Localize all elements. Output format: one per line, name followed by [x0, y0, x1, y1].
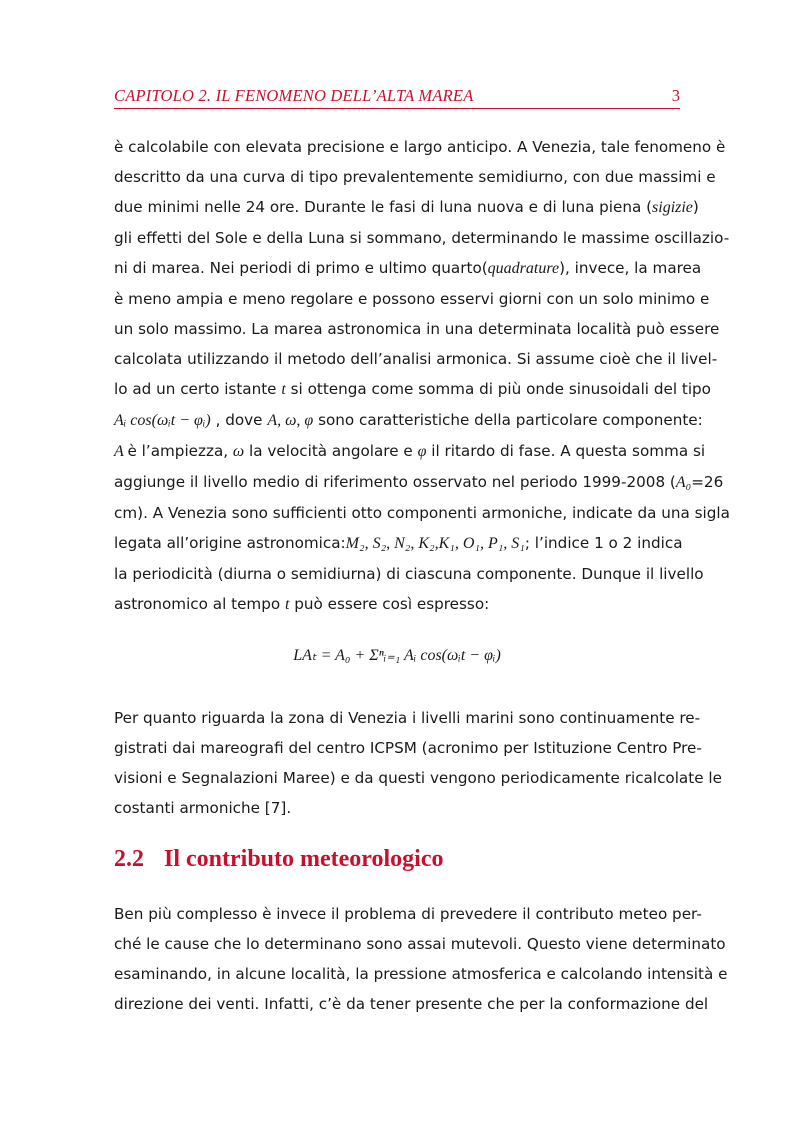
text-line: descritto da una curva di tipo prevalentemente semidiurno, con due massimi e — [114, 168, 716, 186]
running-header — [114, 86, 680, 109]
text-line: ché le cause che lo determinano sono assai mutevoli. Questo viene determinato — [114, 935, 726, 953]
text-line: un solo massimo. La marea astronomica in una determinata località può essere — [114, 320, 720, 338]
text-line: la periodicità (diurna o semidiurna) di ciascuna componente. Dunque il livello — [114, 565, 704, 583]
section-number: 2.2 — [114, 846, 144, 872]
text-line: aggiunge il livello medio di riferimento osservato nel periodo 1999-2008 (A₀=26 — [114, 473, 724, 491]
page-number: 3 — [671, 86, 680, 105]
text-line: gli effetti del Sole e della Luna si sommano, determinando le massime oscillazio- — [114, 229, 730, 247]
chapter-title: CAPITOLO 2. IL FENOMENO DELL’ALTA MAREA — [114, 86, 474, 105]
text-line: astronomico al tempo t può essere così espresso: — [114, 595, 490, 613]
component-list: M₂, S₂, N₂, K₂,K₁, O₁, P₁, S₁ — [345, 535, 525, 552]
paragraph-2 — [114, 703, 722, 823]
text-line: Ben più complesso è invece il problema di prevedere il contributo meteo per- — [114, 905, 702, 923]
text-line: A è l’ampiezza, ω la velocità angolare e φ il ritardo di fase. A questa somma si — [114, 442, 706, 460]
section-heading — [114, 846, 444, 873]
text-line: cm). A Venezia sono sufficienti otto componenti armoniche, indicate da una sigla — [114, 504, 730, 522]
text-line: è calcolabile con elevata precisione e largo anticipo. A Venezia, tale fenomeno è — [114, 138, 726, 156]
text-line: lo ad un certo istante t si ottenga come somma di più onde sinusoidali del tipo — [114, 380, 711, 398]
text-line: visioni e Segnalazioni Maree) e da questi vengono periodicamente ricalcolate le — [114, 769, 722, 787]
term-sigizie: sigizie — [652, 199, 693, 216]
text-line: Per quanto riguarda la zona di Venezia i livelli marini sono continuamente re- — [114, 709, 701, 727]
paragraph-1 — [114, 132, 730, 620]
text-line: direzione dei venti. Infatti, c’è da tener presente che per la conformazione del — [114, 995, 709, 1013]
inline-formula: Aᵢ cos(ωᵢt − φᵢ) — [114, 412, 211, 429]
text-line: ni di marea. Nei periodi di primo e ultimo quarto(quadrature), invece, la marea — [114, 259, 702, 277]
text-line: legata all’origine astronomica:M₂, S₂, N₂, K₂,K₁, O₁, P₁, S₁; l’indice 1 o 2 indica — [114, 534, 683, 552]
text-line: calcolata utilizzando il metodo dell’analisi armonica. Si assume cioè che il livel- — [114, 350, 718, 368]
term-quadrature: quadrature — [487, 260, 560, 277]
text-line: è meno ampia e meno regolare e possono esservi giorni con un solo minimo e — [114, 290, 710, 308]
text-line: due minimi nelle 24 ore. Durante le fasi di luna nuova e di luna piena (sigizie) — [114, 198, 699, 216]
display-equation: LAₜ = A₀ + Σⁿᵢ₌₁ Aᵢ cos(ωᵢt − φᵢ) — [293, 647, 501, 664]
text-line: esaminando, in alcune località, la pressione atmosferica e calcolando intensità e — [114, 965, 728, 983]
text-line: Aᵢ cos(ωᵢt − φᵢ) , dove A, ω, φ sono caratteristiche della particolare componente: — [114, 411, 703, 429]
text-line: costanti armoniche [7]. — [114, 799, 292, 817]
paragraph-3 — [114, 899, 728, 1019]
text-line: gistrati dai mareografi del centro ICPSM (acronimo per Istituzione Centro Pre- — [114, 739, 702, 757]
section-title: Il contributo meteorologico — [164, 846, 444, 872]
